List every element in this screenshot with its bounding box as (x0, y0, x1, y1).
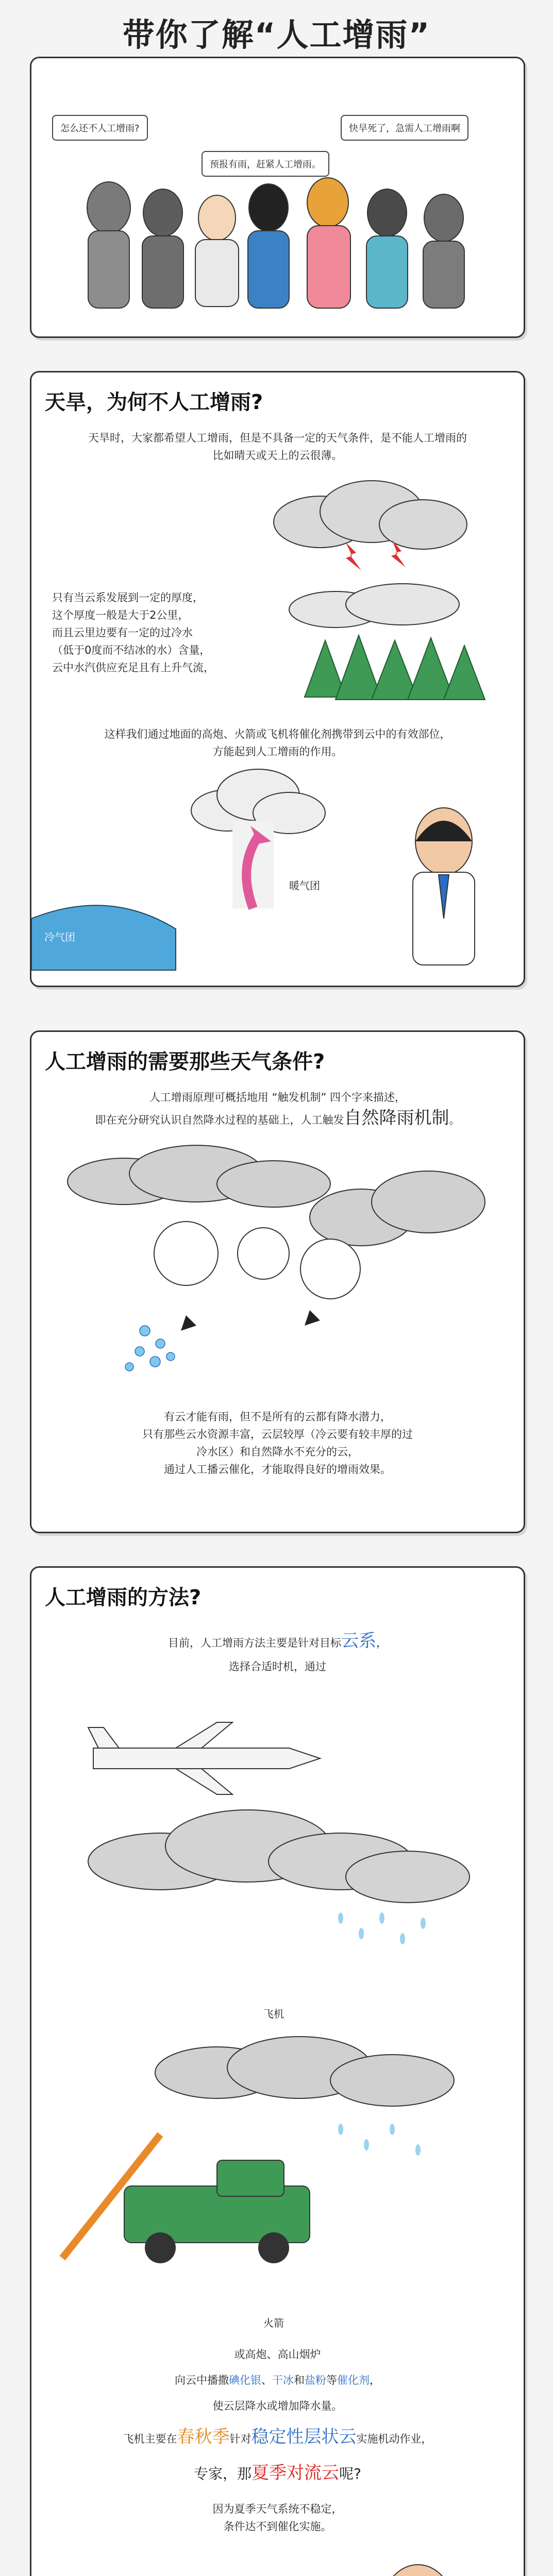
section2-para2-line4: 通过人工播云催化，才能取得良好的增雨效果。 (164, 1463, 391, 1476)
reason-line-1: 因为夏季天气系统不稳定， (212, 2503, 343, 2515)
seed-c: 、 (261, 2374, 272, 2386)
bubble-center: 预报有雨，赶紧人工增雨。 (202, 151, 329, 177)
natural-rain-mechanism: 自然降雨机制 (344, 1108, 449, 1128)
season-stratiform: 稳定性层状云 (251, 2427, 357, 2447)
section2-para2-line2: 只有那些云水资源丰富，云层较厚（冷云要有较丰厚的过 (142, 1428, 413, 1440)
target-cloud-system: 云系 (341, 1631, 376, 1651)
season-e: 实施机动作业， (356, 2433, 432, 2445)
storm-cloud-illustration (258, 476, 475, 579)
section2-para1-line2-c: 。 (449, 1114, 460, 1126)
section1-title: 天旱，为何不人工增雨? (45, 391, 263, 414)
section1-para3-line2: 方能起到人工增雨的作用。 (212, 745, 343, 758)
cannon-furnace-text: 或高炮、高山烟炉 (234, 2348, 321, 2361)
section1-para1-line2: 比如晴天或天上的云很薄。 (212, 449, 343, 462)
cannon-expert-illustration (31, 2547, 524, 2576)
section3-para1-line2: 选择合适时机，通过 (229, 1660, 326, 1673)
rocket-label: 火箭 (263, 2317, 284, 2329)
section2-para2-line1: 有云才能有雨，但不是所有的云都有降水潜力， (164, 1411, 391, 1423)
section3-para1-line1 (42, 1632, 513, 1652)
section2-para1-line2 (37, 1109, 518, 1129)
section1-para2-line1: 只有当云系发展到一定的厚度， (52, 591, 204, 604)
seed-i: ， (370, 2374, 380, 2386)
season-c: 针对 (229, 2433, 252, 2445)
section3-para1-line1-a: 目前，人工增雨方法主要是针对目标 (168, 1637, 341, 1649)
warm-air-label: 暖气团 (289, 879, 320, 892)
bubble-right: 快旱死了，急需人工增雨啊 (341, 115, 468, 141)
season-line (42, 2428, 513, 2448)
season-a: 飞机主要在 (123, 2433, 177, 2445)
section2-title: 人工增雨的需要那些天气条件? (45, 1050, 325, 1074)
airplane-seeding-illustration (31, 1691, 524, 1980)
seed-a: 向云中播撒 (175, 2374, 229, 2386)
airplane-label: 飞机 (263, 2008, 284, 2020)
rocket-truck-illustration (31, 2031, 524, 2299)
page-title: 带你了解“人工增雨” (122, 16, 431, 54)
expert-c: 呢? (339, 2465, 361, 2482)
section2-para1-line2-a: 即在充分研究认识自然降水过程的基础上，人工触发 (95, 1114, 344, 1126)
section3-para1-line1-c: ， (376, 1637, 387, 1649)
reason-line-2: 条件达不到催化实施。 (223, 2520, 332, 2533)
crowd-illustration (31, 58, 524, 336)
section1-para1-line1: 天旱时，大家都希望人工增雨，但是不具备一定的天气条件，是不能人工增雨的 (88, 432, 467, 444)
section2-para2-line3: 冷水区）和自然降水不充分的云， (196, 1446, 359, 1458)
seed-silver-iodide: 碘化银 (229, 2374, 261, 2386)
section3-title: 人工增雨的方法? (45, 1586, 202, 1609)
season-spring-autumn: 春秋季 (177, 2427, 230, 2447)
seed-dry-ice: 干冰 (272, 2374, 294, 2386)
expert-a: 专家，那 (194, 2465, 252, 2482)
seed-salt: 盐粉 (305, 2374, 326, 2386)
section-why-not (30, 371, 525, 987)
cold-air-label: 冷气团 (44, 931, 75, 943)
section1-para2-line2: 这个厚度一般是大于2公里， (52, 609, 189, 621)
seed-catalyst: 催化剂 (337, 2374, 370, 2386)
seeding-line-2: 使云层降水或增加降水量。 (212, 2400, 343, 2412)
section2-para1-line1: 人工增雨原理可概括地用 “触发机制” 四个字来描述， (149, 1091, 406, 1104)
section-methods (30, 1566, 525, 2576)
seeding-line (42, 2371, 513, 2389)
section-conditions (30, 1030, 525, 1533)
seed-e: 和 (294, 2374, 305, 2386)
bubble-left: 怎么还不人工增雨? (52, 115, 148, 141)
section1-para2-line5: 云中水汽供应充足且有上升气流， (52, 662, 214, 674)
expert-summer-convective: 夏季对流云 (252, 2463, 340, 2483)
air-mass-illustration (31, 764, 524, 980)
intro-panel (30, 57, 525, 338)
section1-para2-line3: 而且云里边要有一定的过冷水 (52, 626, 193, 639)
section1-para3-line1: 这样我们通过地面的高炮、火箭或飞机将催化剂携带到云中的有效部位， (104, 728, 451, 740)
expert-line (42, 2464, 513, 2483)
section1-para2-line4: （低于0度而不结冰的水）含量， (52, 644, 211, 656)
cloud-droplet-illustration (31, 1140, 524, 1387)
seed-g: 等 (326, 2374, 337, 2386)
forest-cloud-illustration (274, 579, 500, 713)
